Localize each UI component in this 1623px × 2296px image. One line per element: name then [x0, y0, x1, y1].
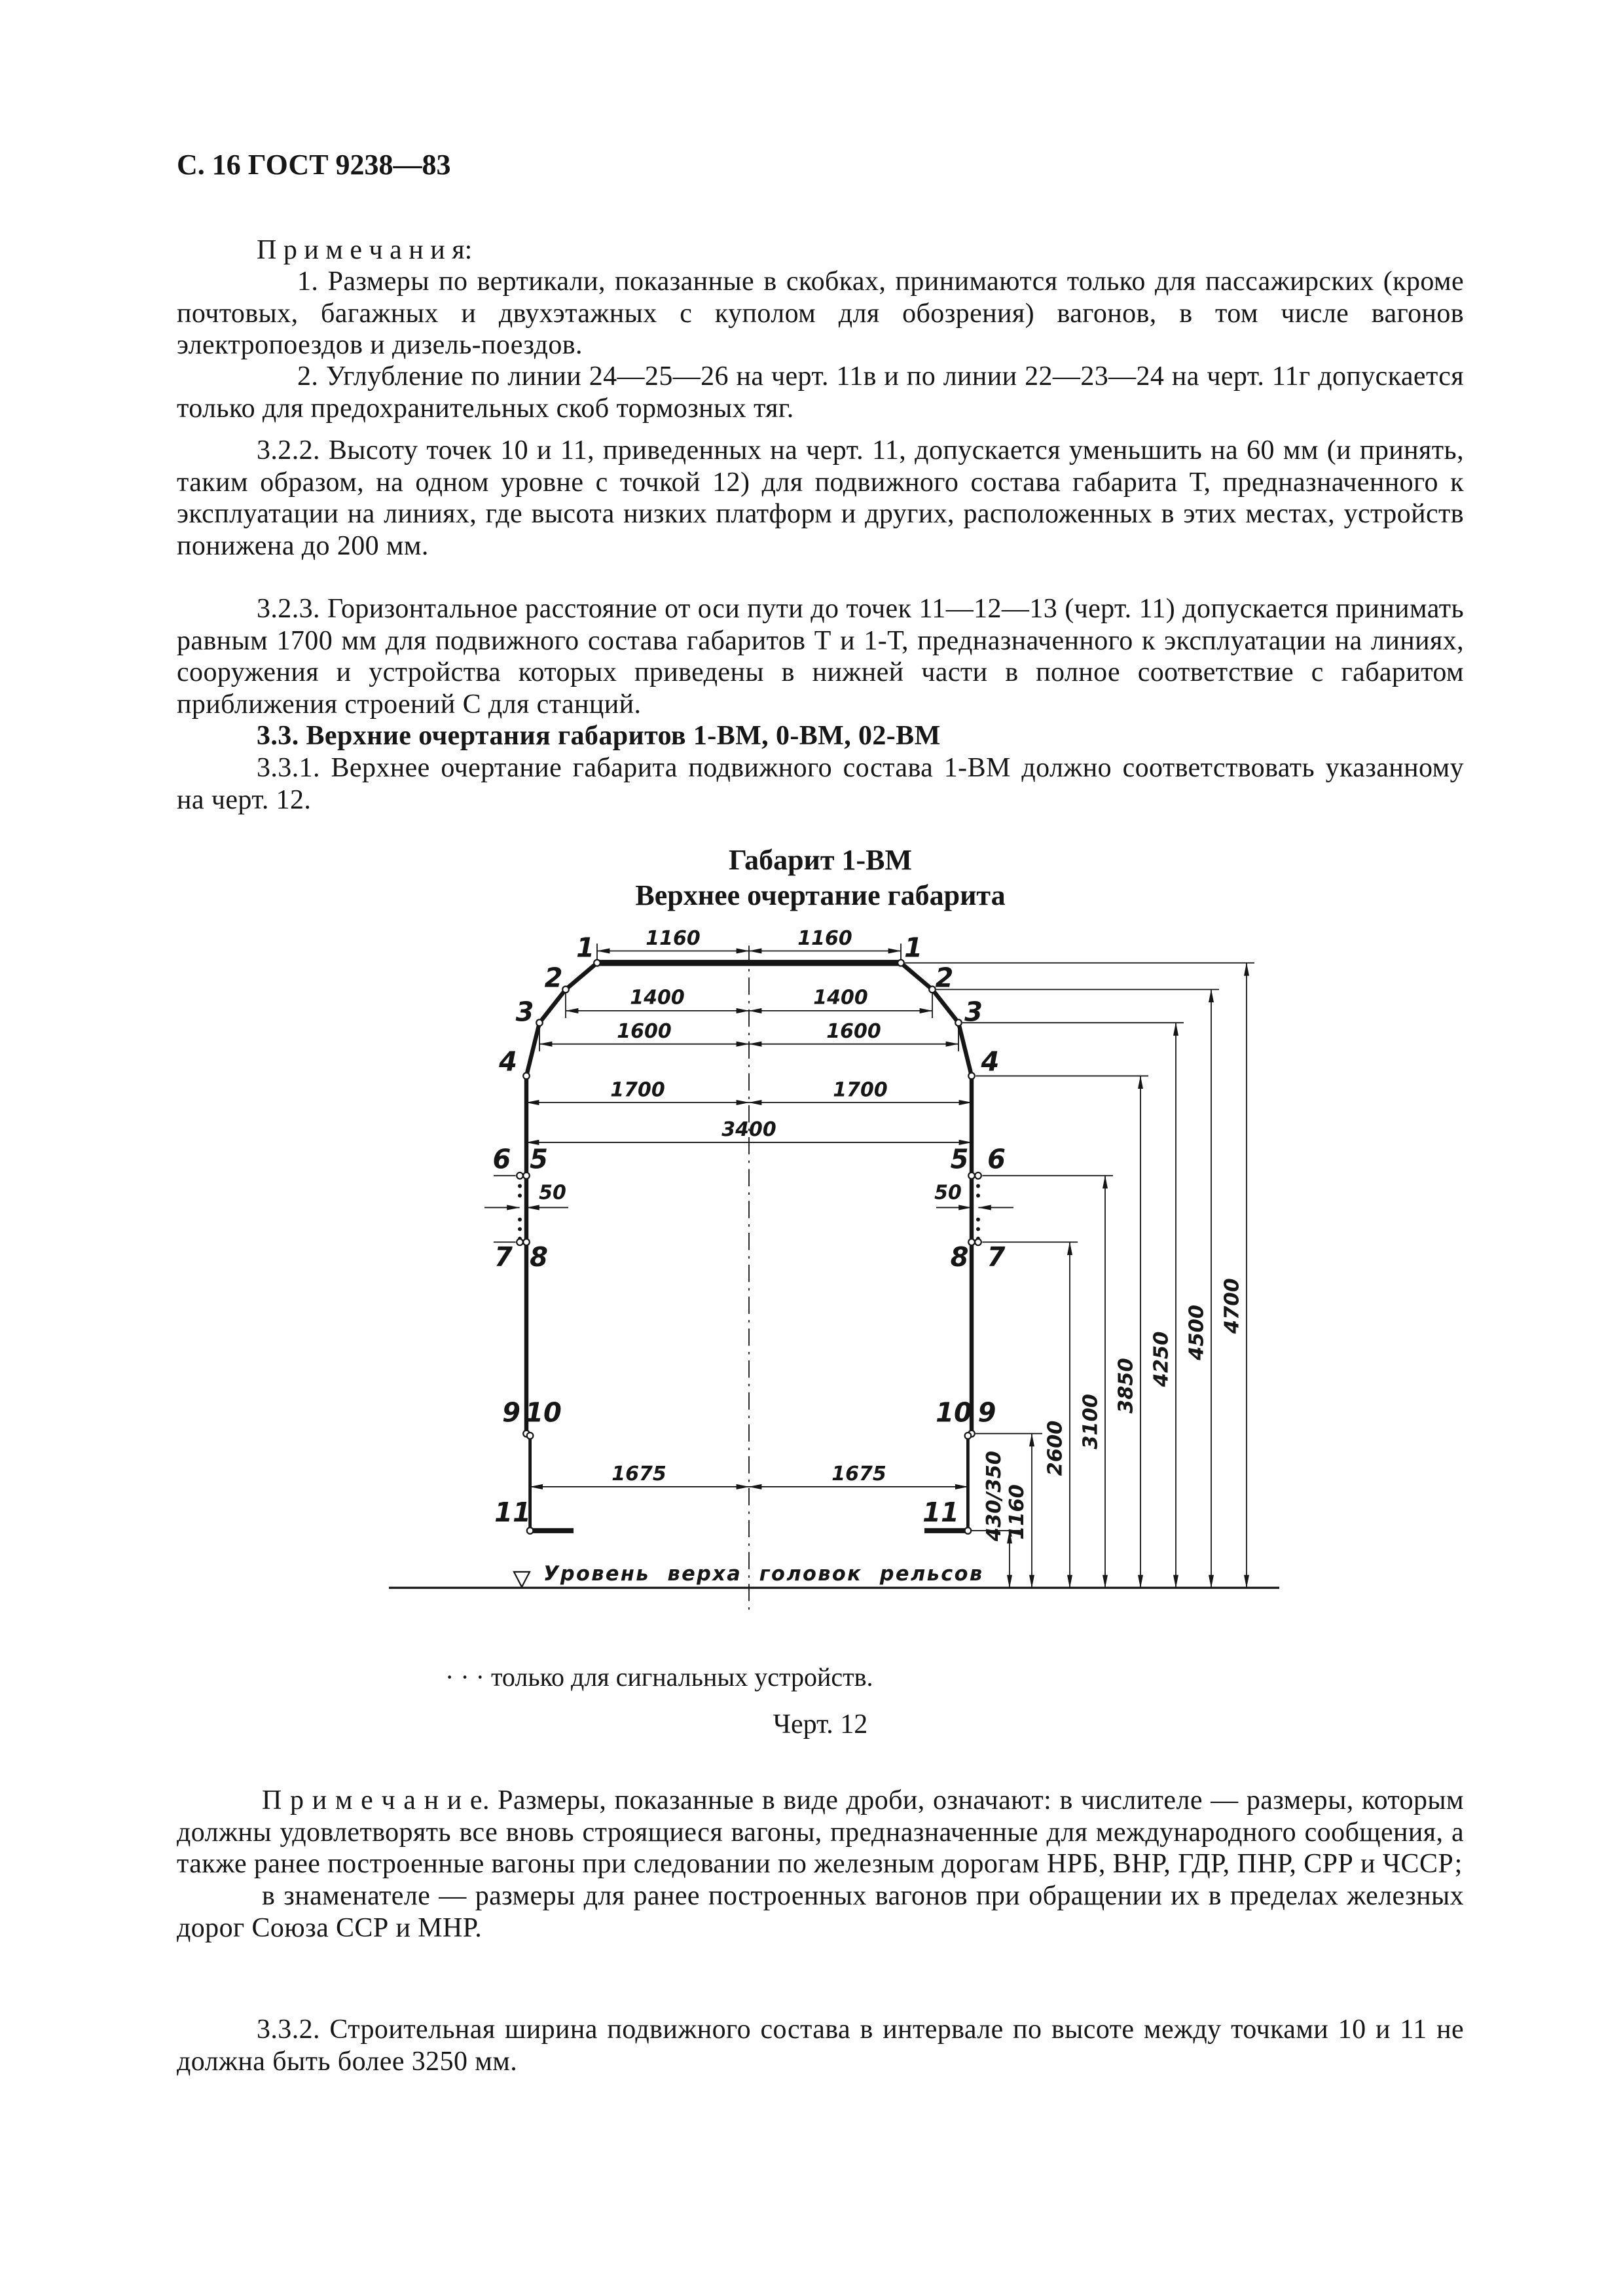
point-1-left: 1 [576, 932, 594, 964]
point-5-left: 5 [530, 1144, 548, 1175]
dim-1700-left: 1700 [610, 1078, 665, 1102]
point-8-left: 8 [530, 1241, 548, 1273]
dim-1600-left: 1600 [617, 1019, 672, 1043]
dimension-lines [484, 951, 1247, 1588]
para-3-2-2: 3.2.2. Высоту точек 10 и 11, приведенных на черт. 11, допускается уменьшить на 60 мм (и принять, таким образом, на одном уровне с точкой 12) для подвижного состава габарита Т, предназначенного к эксплуатации на линиях, где высота низких платформ и других, расположенных в этих местах, устройств понижена до 200 мм. [177, 435, 1464, 561]
para-3-3-2: 3.3.2. Строительная ширина подвижного состава в интервале по высоте между точками 10 и 11 не должна быть более 3250 мм. [177, 2014, 1464, 2077]
dim-3100: 3100 [1079, 1394, 1103, 1449]
figure-note-text: Размеры, показанные в виде дроби, означают: в числителе — размеры, которым должны удовлетворять все вновь строящиеся вагоны, предназначенные для международного сообщения, а также ранее построенные вагоны при следовании по железным дорогам НРБ, ВНР, ГДР, ПНР, СРР и ЧССР; [177, 1785, 1465, 1879]
point-10-left: 10 [525, 1397, 562, 1429]
figure-note-label: П р и м е ч а н и е. [262, 1785, 490, 1815]
point-7-right: 7 [987, 1241, 1006, 1273]
point-7-left: 7 [494, 1241, 513, 1273]
point-6-left: 6 [492, 1144, 511, 1175]
dim-430-350: 430/350 [983, 1451, 1006, 1542]
figure-title: Габарит 1-ВМ [728, 844, 913, 876]
point-3-left: 3 [515, 996, 534, 1028]
dim-50-left: 50 [539, 1181, 566, 1205]
figure-legend: · · · только для сигнальных устройств. [445, 1662, 873, 1692]
note-item-2: 2. Углубление по линии 24—25—26 на черт. 11в и по линии 22—23—24 на черт. 11г допускается только для предохранительных скоб тормозных тяг. [177, 361, 1464, 424]
point-9-right: 9 [977, 1397, 996, 1429]
dim-1160-left: 1160 [646, 930, 701, 950]
point-6-right: 6 [987, 1144, 1006, 1175]
figure-note [177, 1785, 1464, 1880]
point-8-right: 8 [950, 1241, 969, 1273]
page-header: С. 16 ГОСТ 9238—83 [177, 149, 451, 181]
dim-3850: 3850 [1114, 1358, 1138, 1413]
dim-1675-left: 1675 [611, 1462, 666, 1485]
point-11-right: 11 [922, 1497, 959, 1529]
rail-level [389, 1563, 1279, 1588]
figure-caption: Черт. 12 [773, 1709, 868, 1740]
dim-1160-right: 1160 [797, 930, 852, 950]
notes-label: П р и м е ч а н и я: [257, 235, 473, 265]
dim-3400: 3400 [721, 1118, 776, 1142]
point-11-left: 11 [494, 1497, 531, 1529]
dim-4500: 4500 [1185, 1304, 1209, 1360]
point-1-right: 1 [904, 932, 922, 964]
para-3-2-3: 3.2.3. Горизонтальное расстояние от оси пути до точек 11—12—13 (черт. 11) допускается принимать равным 1700 мм для подвижного состава габаритов Т и 1-Т, предназначенного к эксплуатации на линиях, сооружения и устройства которых приведены в нижней части в полное соответствие с габаритом приближения строений С для станций. [177, 594, 1464, 720]
dim-4700: 4700 [1220, 1278, 1244, 1334]
point-10-right: 10 [936, 1397, 972, 1429]
heading-3-3: 3.3. Верхние очертания габаритов 1-ВМ, 0-ВМ, 02-ВМ [257, 721, 941, 751]
dim-50-right: 50 [934, 1181, 962, 1205]
point-4-left: 4 [499, 1046, 517, 1078]
dim-1400-left: 1400 [630, 986, 685, 1010]
note-item-1: 1. Размеры по вертикали, показанные в скобках, принимаются только для пассажирских (кроме почтовых, багажных и двухэтажных с куполом для обозрения) вагонов, в том числе вагонов электропоездов и дизель-поездов. [177, 266, 1464, 360]
point-3-right: 3 [964, 996, 983, 1028]
point-2-right: 2 [935, 962, 954, 994]
dim-1600-right: 1600 [826, 1019, 881, 1043]
point-2-left: 2 [544, 962, 563, 994]
dim-1160-v: 1160 [1006, 1484, 1029, 1540]
figure-note-2: в знаменателе — размеры для ранее построенных вагонов при обращении их в пределах железных дорог Союза ССР и МНР. [177, 1881, 1464, 1943]
para-3-3-1: 3.3.1. Верхнее очертание габарита подвижного состава 1-ВМ должно соответствовать указанному на черт. 12. [177, 753, 1464, 815]
rail-level-triangle-icon [514, 1572, 530, 1587]
dim-1675-right: 1675 [831, 1462, 886, 1485]
dim-1700-right: 1700 [833, 1078, 888, 1102]
dim-2600: 2600 [1044, 1420, 1067, 1476]
point-5-right: 5 [950, 1144, 969, 1175]
rail-level-label: Уровень верха головок рельсов [543, 1562, 984, 1586]
dim-4250: 4250 [1150, 1331, 1173, 1387]
dim-1400-right: 1400 [813, 986, 868, 1010]
point-9-left: 9 [502, 1397, 520, 1429]
gabarit-diagram [369, 930, 1286, 1661]
dimension-labels [539, 930, 1243, 1542]
figure-subtitle: Верхнее очертание габарита [635, 879, 1006, 911]
point-4-right: 4 [981, 1046, 1000, 1078]
